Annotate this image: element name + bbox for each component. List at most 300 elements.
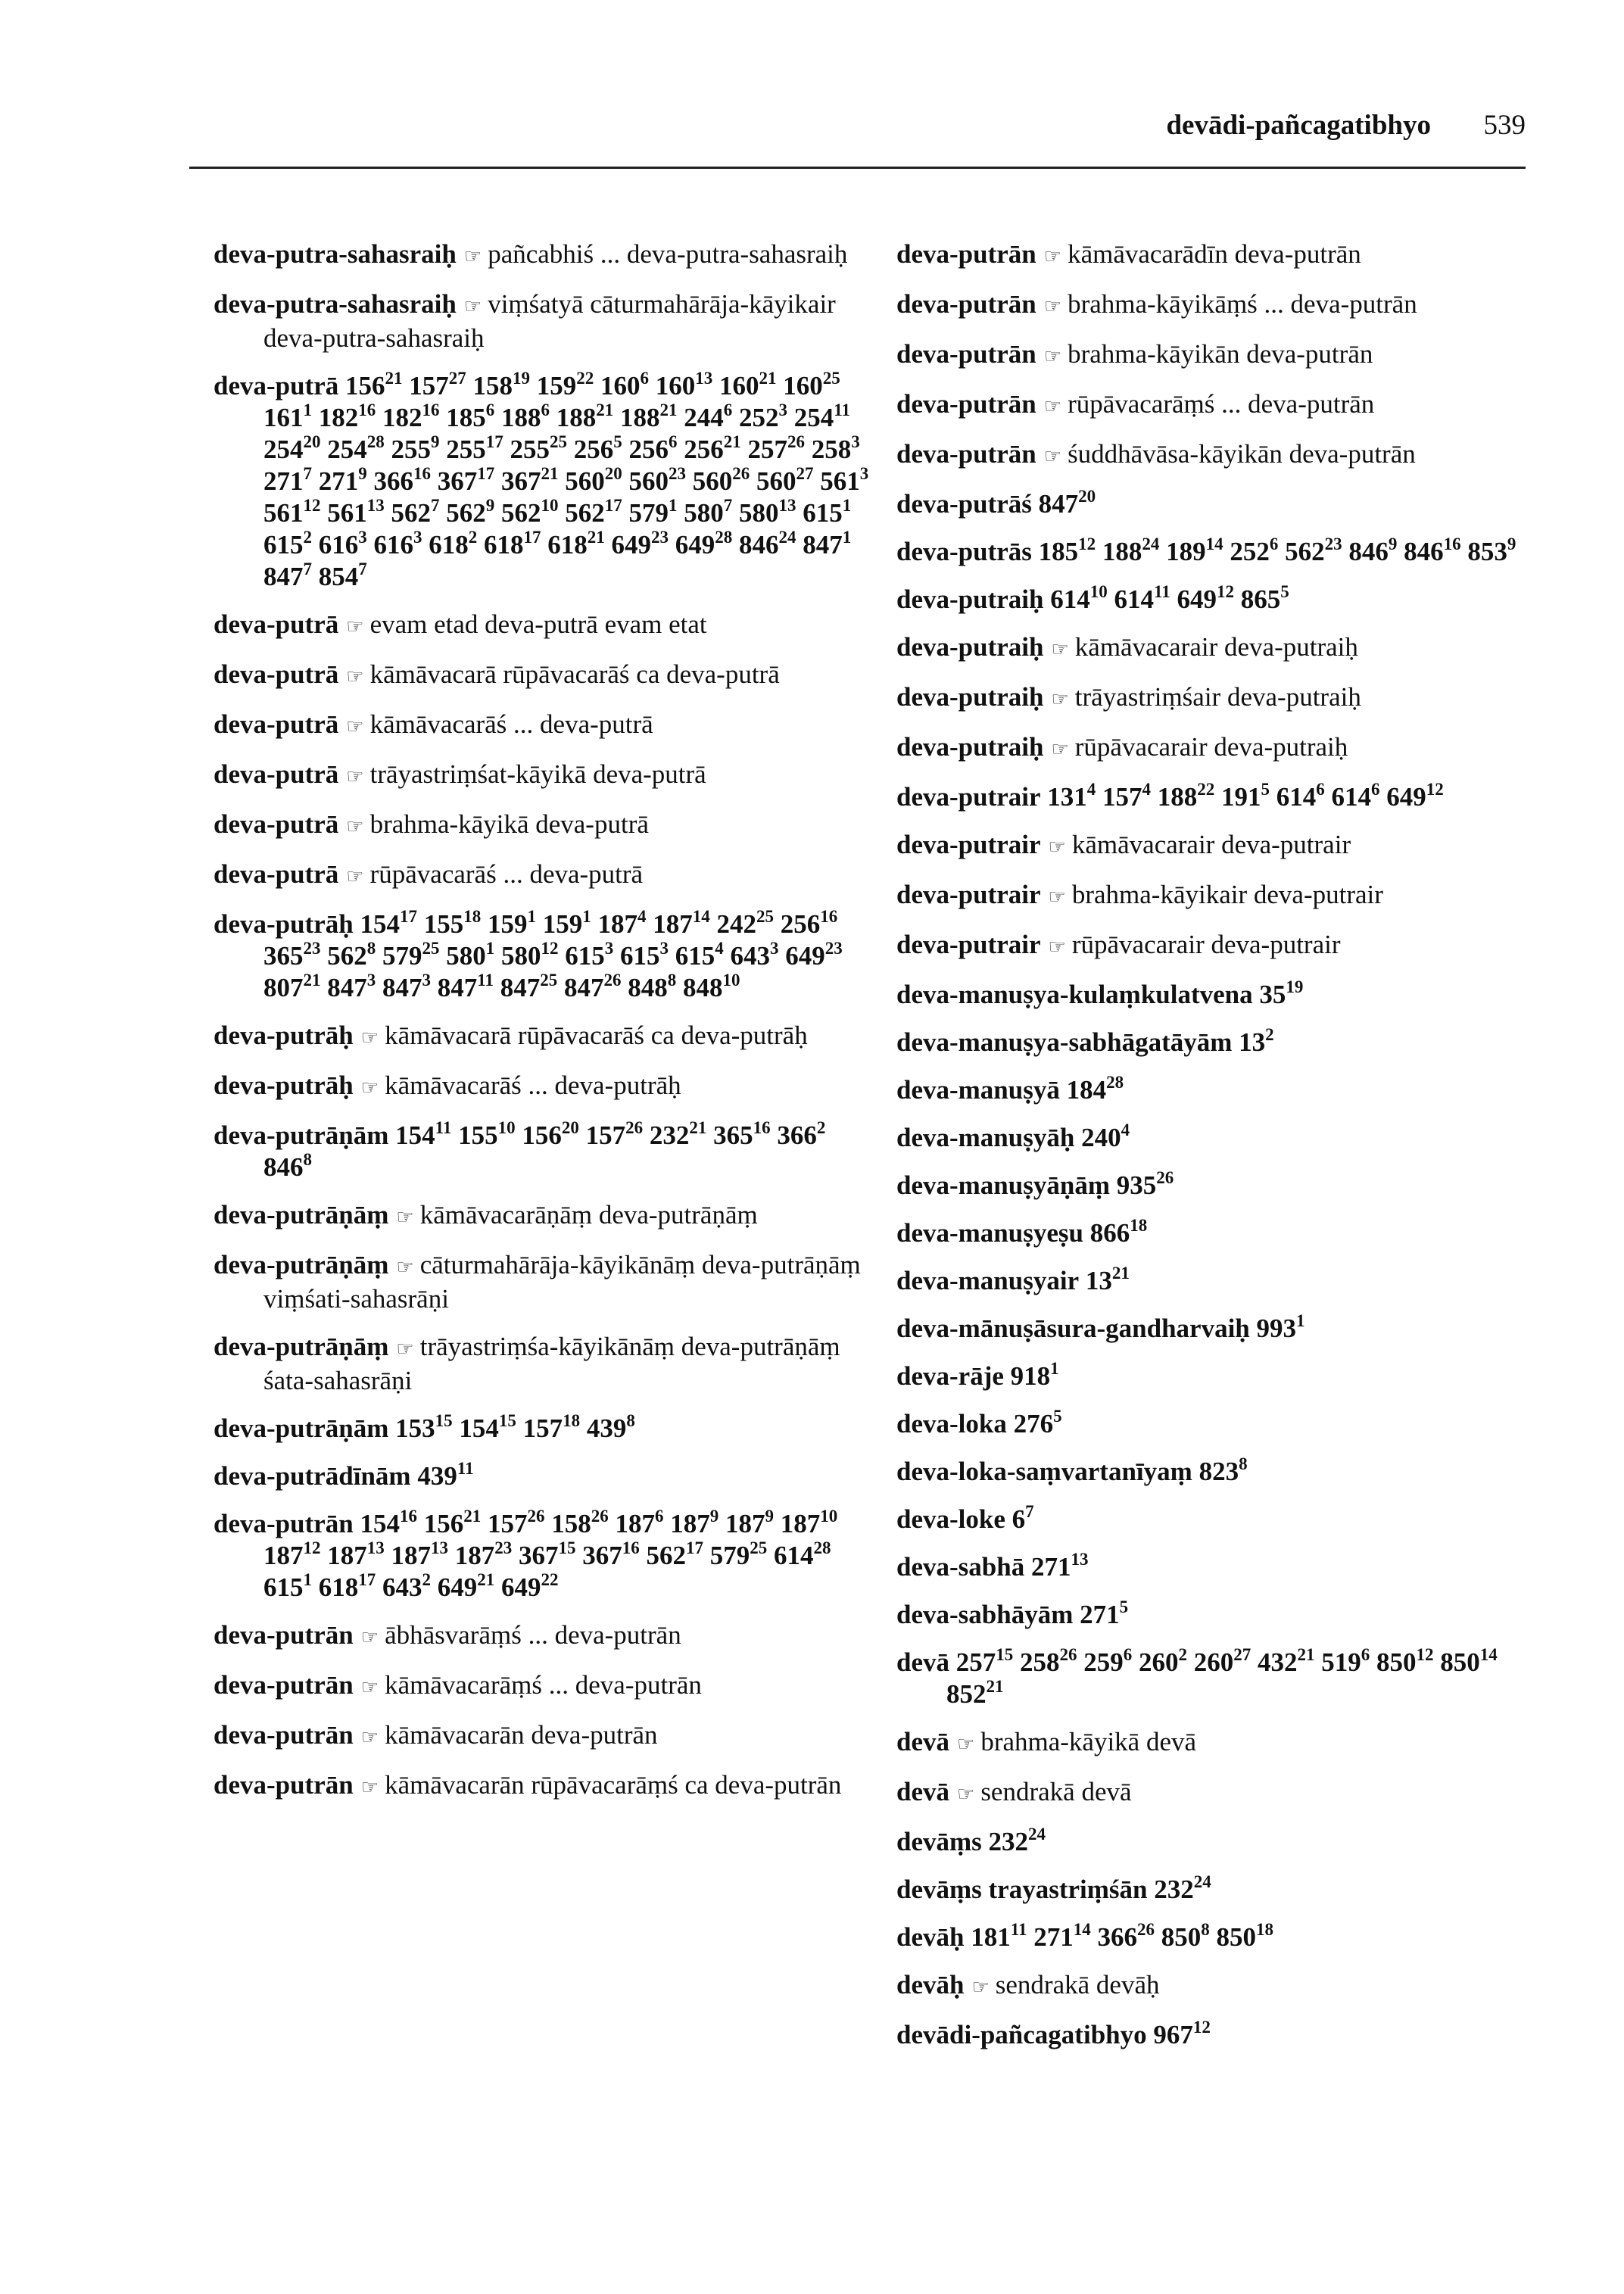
page-reference xyxy=(1348,537,1397,566)
page-number-ref: 232 xyxy=(1154,1875,1194,1904)
page-reference xyxy=(1097,1922,1155,1952)
page-references xyxy=(1090,1218,1148,1248)
page-references xyxy=(395,1413,635,1443)
page-number-ref: 157 xyxy=(1102,782,1142,812)
page-number-ref: 615 xyxy=(803,498,843,528)
headword: deva-putraiḥ xyxy=(896,632,1044,662)
page-reference xyxy=(620,941,669,971)
page-reference xyxy=(438,973,494,1002)
page-number-ref: 366 xyxy=(777,1121,817,1150)
page-references xyxy=(1199,1454,1248,1486)
index-entry xyxy=(896,388,1525,422)
line-number-ref: 6 xyxy=(1361,1645,1370,1664)
index-entry xyxy=(214,238,872,273)
page-reference xyxy=(391,498,440,528)
index-entry xyxy=(896,1599,1525,1631)
index-entry xyxy=(896,438,1525,472)
pointing-hand-icon: ☞ xyxy=(1043,345,1062,367)
line-number-ref: 16 xyxy=(358,401,376,419)
page-reference xyxy=(395,1118,452,1150)
page-reference xyxy=(395,1413,453,1443)
headword: deva-putrān xyxy=(214,1509,354,1538)
page-reference xyxy=(473,371,531,401)
page-number-ref: 271 xyxy=(263,466,304,496)
page-number-ref: 187 xyxy=(327,1541,367,1570)
page-reference xyxy=(1039,537,1096,566)
line-number-ref: 26 xyxy=(591,1507,609,1526)
pointing-hand-icon: ☞ xyxy=(957,1783,975,1805)
page-references xyxy=(1014,1409,1062,1438)
line-number-ref: 26 xyxy=(625,1118,644,1137)
page-number-ref: 367 xyxy=(501,466,541,496)
line-number-ref: 18 xyxy=(563,1411,581,1430)
page-number-ref: 643 xyxy=(382,1572,422,1602)
page-number-ref: 850 xyxy=(1216,1922,1256,1952)
headword: deva-rāje xyxy=(896,1361,1004,1391)
line-number-ref: 23 xyxy=(824,939,843,958)
headword: deva-manuṣyāṇāṃ xyxy=(896,1170,1110,1200)
headword: deva-putrair xyxy=(896,880,1041,909)
page-references xyxy=(1031,1552,1089,1582)
page-reference xyxy=(319,403,376,432)
page-reference xyxy=(1012,1504,1034,1534)
page-reference xyxy=(1139,1647,1187,1677)
page-number-ref: 560 xyxy=(756,466,796,496)
index-entry xyxy=(896,536,1525,568)
page-number-ref: 853 xyxy=(1467,537,1507,566)
index-entry xyxy=(896,1074,1525,1106)
line-number-ref: 26 xyxy=(1136,1920,1155,1939)
page-reference xyxy=(565,466,622,496)
page-number-ref: 187 xyxy=(670,1509,710,1538)
page-references xyxy=(1080,1597,1129,1629)
line-number-ref: 21 xyxy=(659,401,678,419)
line-number-ref: 22 xyxy=(1197,780,1215,799)
headword: deva-putraiḥ xyxy=(896,682,1044,712)
line-number-ref: 6 xyxy=(669,432,678,451)
page-number-ref: 160 xyxy=(600,371,641,401)
index-column-right xyxy=(896,238,1525,2067)
page-reference xyxy=(374,466,432,496)
headword: deva-putrair xyxy=(896,930,1041,959)
page-number-ref: 615 xyxy=(263,530,304,559)
line-number-ref: 7 xyxy=(303,464,312,483)
page-number-ref: 271 xyxy=(1030,1552,1071,1582)
index-entry xyxy=(896,1874,1525,1906)
page-number-ref: 847 xyxy=(500,973,541,1002)
line-number-ref: 16 xyxy=(753,1118,771,1137)
cross-reference: kāmāvacarān deva-putrān xyxy=(385,1720,658,1750)
page-reference xyxy=(263,941,321,971)
line-number-ref: 20 xyxy=(561,1118,579,1137)
headword: deva-putrā xyxy=(214,709,339,739)
index-entry xyxy=(214,1619,872,1653)
pointing-hand-icon: ☞ xyxy=(463,295,482,317)
page-number-ref: 852 xyxy=(946,1679,987,1709)
pointing-hand-icon: ☞ xyxy=(1051,638,1069,660)
page-reference xyxy=(1241,584,1289,614)
line-number-ref: 23 xyxy=(494,1538,513,1557)
line-number-ref: 9 xyxy=(1388,535,1398,553)
page-reference xyxy=(628,973,676,1002)
index-entry xyxy=(896,631,1525,665)
page-number-ref: 560 xyxy=(565,466,605,496)
page-reference xyxy=(382,973,431,1002)
page-reference xyxy=(628,432,678,464)
page-number-ref: 187 xyxy=(263,1541,304,1570)
index-entry xyxy=(214,1120,872,1183)
page-reference xyxy=(319,466,367,496)
page-number-ref: 256 xyxy=(573,435,614,464)
index-entry xyxy=(896,1313,1525,1345)
page-number-ref: 618 xyxy=(429,530,469,559)
line-number-ref: 14 xyxy=(1205,535,1223,553)
page-reference xyxy=(382,403,440,432)
headword: devāṃs trayastriṃśān xyxy=(896,1875,1148,1904)
page-reference xyxy=(684,498,732,528)
page-number-ref: 560 xyxy=(628,466,669,496)
index-entry xyxy=(214,1070,872,1104)
pointing-hand-icon: ☞ xyxy=(346,665,364,687)
page-reference xyxy=(438,466,495,496)
page-reference xyxy=(1067,1075,1124,1105)
pointing-hand-icon: ☞ xyxy=(396,1206,414,1228)
line-number-ref: 3 xyxy=(366,971,376,990)
headword: devāḥ xyxy=(896,1970,965,1999)
page-reference xyxy=(501,403,550,432)
cross-reference: viṃśatyā cāturmahārāja-kāyikair deva-putra-sahasraiḥ xyxy=(263,289,836,353)
line-number-ref: 20 xyxy=(1078,487,1096,506)
index-entry xyxy=(896,1456,1525,1488)
page-reference xyxy=(1259,977,1304,1009)
page-number-ref: 561 xyxy=(820,466,860,496)
page-number-ref: 13 xyxy=(1239,1027,1266,1057)
line-number-ref: 1 xyxy=(527,907,536,926)
line-number-ref: 7 xyxy=(431,496,440,515)
line-number-ref: 19 xyxy=(513,369,531,388)
line-number-ref: 26 xyxy=(527,1507,545,1526)
page-number-ref: 255 xyxy=(510,435,550,464)
line-number-ref: 14 xyxy=(1073,1920,1091,1939)
page-number-ref: 579 xyxy=(709,1541,750,1570)
line-number-ref: 2 xyxy=(816,1118,826,1137)
line-number-ref: 4 xyxy=(1086,780,1096,799)
index-entry xyxy=(896,1361,1525,1392)
headword: deva-manuṣya-kulaṃkulatvena xyxy=(896,980,1253,1009)
pointing-hand-icon: ☞ xyxy=(360,1676,379,1698)
page-reference xyxy=(374,530,422,559)
page-number-ref: 256 xyxy=(628,435,669,464)
page-number-ref: 365 xyxy=(713,1121,753,1150)
page-number-ref: 153 xyxy=(395,1413,435,1443)
headword: deva-putrāḥ xyxy=(214,1021,354,1050)
line-number-ref: 9 xyxy=(431,432,440,451)
page-number-ref: 35 xyxy=(1259,980,1286,1009)
line-number-ref: 24 xyxy=(1028,1825,1046,1844)
page-reference xyxy=(501,941,559,971)
line-number-ref: 3 xyxy=(851,432,860,451)
index-entry xyxy=(214,759,872,793)
page-reference xyxy=(391,1538,449,1570)
index-entry xyxy=(896,731,1525,765)
page-reference xyxy=(1194,1647,1252,1677)
page-number-ref: 155 xyxy=(458,1121,498,1150)
page-reference xyxy=(1321,1647,1370,1677)
line-number-ref: 23 xyxy=(669,464,686,483)
line-number-ref: 7 xyxy=(1025,1502,1034,1521)
page-reference xyxy=(675,530,733,559)
page-number-ref: 187 xyxy=(780,1509,821,1538)
headword: deva-putrān xyxy=(214,1670,354,1700)
page-reference xyxy=(551,1509,609,1538)
page-number-ref: 580 xyxy=(501,941,541,971)
index-entry xyxy=(896,1408,1525,1440)
line-number-ref: 8 xyxy=(1239,1454,1248,1473)
headword: deva-manuṣyair xyxy=(896,1266,1080,1295)
page-reference xyxy=(1440,1647,1498,1677)
index-entry xyxy=(896,879,1525,913)
page-number-ref: 848 xyxy=(682,973,723,1002)
page-reference xyxy=(1177,584,1234,614)
cross-reference: rūpāvacarāṃś ... deva-putrān xyxy=(1068,389,1375,419)
line-number-ref: 6 xyxy=(1371,780,1380,799)
index-entry xyxy=(214,288,872,354)
page-reference xyxy=(488,909,536,939)
line-number-ref: 13 xyxy=(1071,1550,1089,1569)
line-number-ref: 21 xyxy=(759,369,777,388)
page-reference xyxy=(1031,1552,1089,1582)
pointing-hand-icon: ☞ xyxy=(346,865,364,887)
page-number-ref: 615 xyxy=(620,941,660,971)
page-reference xyxy=(327,1538,385,1570)
line-number-ref: 24 xyxy=(778,528,796,547)
headword: devā xyxy=(896,1727,949,1756)
page-number-ref: 260 xyxy=(1139,1647,1179,1677)
page-number-ref: 649 xyxy=(785,941,825,971)
line-number-ref: 17 xyxy=(400,907,417,926)
page-number-ref: 240 xyxy=(1081,1123,1121,1152)
page-number-ref: 562 xyxy=(565,498,605,528)
headword: deva-putrān xyxy=(214,1620,354,1650)
page-number-ref: 579 xyxy=(382,941,422,971)
page-reference xyxy=(756,466,814,496)
index-entry xyxy=(896,1504,1525,1535)
page-number-ref: 254 xyxy=(327,435,367,464)
headword: deva-putrān xyxy=(896,289,1036,319)
line-number-ref: 21 xyxy=(385,369,403,388)
page-number-ref: 847 xyxy=(382,973,422,1002)
page-number-ref: 562 xyxy=(446,498,486,528)
line-number-ref: 4 xyxy=(715,939,724,958)
page-reference xyxy=(429,530,477,559)
page-reference xyxy=(1011,1361,1059,1391)
cross-reference: brahma-kāyikā devā xyxy=(980,1727,1197,1756)
pointing-hand-icon: ☞ xyxy=(1043,295,1062,317)
pointing-hand-icon: ☞ xyxy=(346,815,364,837)
page-number-ref: 157 xyxy=(488,1509,528,1538)
page-reference xyxy=(1285,537,1342,566)
line-number-ref: 9 xyxy=(765,1507,774,1526)
line-number-ref: 25 xyxy=(540,971,558,990)
line-number-ref: 10 xyxy=(541,496,559,515)
line-number-ref: 24 xyxy=(1142,535,1160,553)
line-number-ref: 21 xyxy=(986,1677,1004,1696)
headword: deva-putrāṇām xyxy=(214,1413,389,1443)
line-number-ref: 28 xyxy=(813,1538,831,1557)
page-number-ref: 847 xyxy=(327,973,367,1002)
page-reference xyxy=(713,1118,771,1150)
page-number-ref: 252 xyxy=(1230,537,1270,566)
index-entry xyxy=(896,2019,1525,2051)
index-entry xyxy=(896,929,1525,963)
page-references xyxy=(1012,1504,1034,1534)
page-number-ref: 184 xyxy=(1066,1075,1107,1105)
page-number-ref: 614 xyxy=(1331,782,1372,812)
line-number-ref: 9 xyxy=(358,464,367,483)
page-reference xyxy=(629,498,678,528)
headword: deva-loke xyxy=(896,1504,1005,1534)
page-reference xyxy=(1467,537,1516,566)
index-entry xyxy=(896,829,1525,863)
index-entry xyxy=(896,1647,1525,1710)
page-reference xyxy=(391,432,440,464)
page-reference xyxy=(693,466,750,496)
line-number-ref: 1 xyxy=(669,496,678,515)
line-number-ref: 17 xyxy=(485,432,503,451)
cross-reference: evam etad deva-putrā evam etat xyxy=(369,609,707,639)
line-number-ref: 8 xyxy=(626,1411,635,1430)
cross-reference: brahma-kāyikā deva-putrā xyxy=(369,809,649,839)
line-number-ref: 6 xyxy=(655,1507,664,1526)
page-reference xyxy=(1102,782,1151,812)
line-number-ref: 25 xyxy=(756,907,774,926)
index-entry xyxy=(214,1769,872,1803)
page-reference xyxy=(263,403,312,432)
page-reference xyxy=(454,1538,513,1570)
page-reference xyxy=(1154,1872,1211,1904)
pointing-hand-icon: ☞ xyxy=(1048,936,1066,958)
headword: deva-manuṣya-sabhāgatāyām xyxy=(896,1027,1233,1057)
page-reference xyxy=(319,1572,376,1602)
page-reference xyxy=(684,403,732,432)
headword: deva-putrāṇāṃ xyxy=(214,1332,389,1361)
index-entry xyxy=(896,1265,1525,1297)
page-number-ref: 649 xyxy=(1177,584,1217,614)
cross-reference: kāmāvacarāṇāṃ deva-putrāṇāṃ xyxy=(419,1200,758,1230)
line-number-ref: 1 xyxy=(303,1570,312,1589)
index-entry xyxy=(896,338,1525,372)
line-number-ref: 12 xyxy=(303,496,321,515)
page-number-ref: 154 xyxy=(360,1509,400,1538)
page-reference xyxy=(488,1509,545,1538)
page-number-ref: 823 xyxy=(1199,1457,1239,1486)
headword: deva-putrā xyxy=(214,859,339,889)
line-number-ref: 7 xyxy=(303,559,312,578)
page-reference xyxy=(1158,782,1215,812)
page-number-ref: 846 xyxy=(1404,537,1444,566)
headword: devā xyxy=(896,1647,949,1677)
line-number-ref: 27 xyxy=(796,464,814,483)
cross-reference: śuddhāvāsa-kāyikān deva-putrān xyxy=(1068,439,1416,469)
line-number-ref: 2 xyxy=(1178,1645,1187,1664)
headword: deva-putrāṇāṃ xyxy=(214,1200,389,1230)
index-entry xyxy=(214,1331,872,1397)
page-number-ref: 850 xyxy=(1440,1647,1480,1677)
headword: deva-putrān xyxy=(896,239,1036,269)
index-entry xyxy=(214,909,872,1004)
page-number-ref: 615 xyxy=(263,1572,304,1602)
page-reference xyxy=(263,1538,321,1570)
page-number-ref: 258 xyxy=(811,435,852,464)
page-number-ref: 618 xyxy=(547,530,588,559)
page-references xyxy=(1256,1311,1305,1343)
index-entry xyxy=(214,1719,872,1753)
pointing-hand-icon: ☞ xyxy=(396,1256,414,1278)
line-number-ref: 14 xyxy=(1479,1645,1498,1664)
line-number-ref: 6 xyxy=(1316,780,1325,799)
headword: deva-manuṣyā xyxy=(896,1075,1060,1105)
cross-reference: kāmāvacarā rūpāvacarāś ca deva-putrā xyxy=(369,659,780,689)
page-number-ref: 649 xyxy=(611,530,651,559)
line-number-ref: 12 xyxy=(303,1538,321,1557)
page-reference xyxy=(774,1538,831,1570)
line-number-ref: 11 xyxy=(1010,1920,1027,1939)
line-number-ref: 26 xyxy=(1059,1645,1077,1664)
line-number-ref: 21 xyxy=(303,971,321,990)
index-column-left xyxy=(214,238,872,1819)
line-number-ref: 17 xyxy=(477,464,495,483)
page-number-ref: 159 xyxy=(488,909,528,939)
line-number-ref: 21 xyxy=(463,1507,482,1526)
page-reference xyxy=(565,498,622,528)
page-reference xyxy=(777,1118,826,1150)
headword: deva-manuṣyeṣu xyxy=(896,1218,1083,1248)
page-number-ref: 258 xyxy=(1020,1647,1060,1677)
page-reference xyxy=(739,530,796,559)
page-number-ref: 618 xyxy=(318,1572,359,1602)
index-entry xyxy=(896,1726,1525,1760)
line-number-ref: 25 xyxy=(822,369,840,388)
headword: deva-putra-sahasraiḥ xyxy=(214,239,457,269)
cross-reference: rūpāvacarair deva-putrair xyxy=(1071,930,1341,959)
headword: deva-putrāḥ xyxy=(214,909,354,939)
page-number-ref: 649 xyxy=(675,530,715,559)
page-number-ref: 854 xyxy=(318,562,359,591)
line-number-ref: 12 xyxy=(1216,582,1234,601)
headword: deva-manuṣyāḥ xyxy=(896,1123,1075,1152)
page-number-ref: 155 xyxy=(423,909,464,939)
pointing-hand-icon: ☞ xyxy=(360,1776,379,1798)
page-reference xyxy=(263,432,321,464)
page-number-ref: 614 xyxy=(1114,584,1154,614)
page-references xyxy=(971,1922,1273,1952)
line-number-ref: 12 xyxy=(1416,1645,1434,1664)
line-number-ref: 18 xyxy=(1255,1920,1273,1939)
page-references xyxy=(1011,1361,1059,1391)
page-number-ref: 191 xyxy=(1221,782,1261,812)
page-reference xyxy=(1221,782,1270,812)
page-reference xyxy=(582,1538,640,1570)
page-reference xyxy=(500,973,558,1002)
cross-reference: sendrakā devāḥ xyxy=(995,1970,1160,1999)
index-entry xyxy=(214,859,872,893)
page-number-ref: 157 xyxy=(585,1121,626,1150)
page-reference xyxy=(263,530,312,559)
line-number-ref: 2 xyxy=(422,1570,431,1589)
page-reference xyxy=(709,1538,768,1570)
headword: deva-sabhāyām xyxy=(896,1600,1074,1629)
line-number-ref: 15 xyxy=(558,1538,576,1557)
